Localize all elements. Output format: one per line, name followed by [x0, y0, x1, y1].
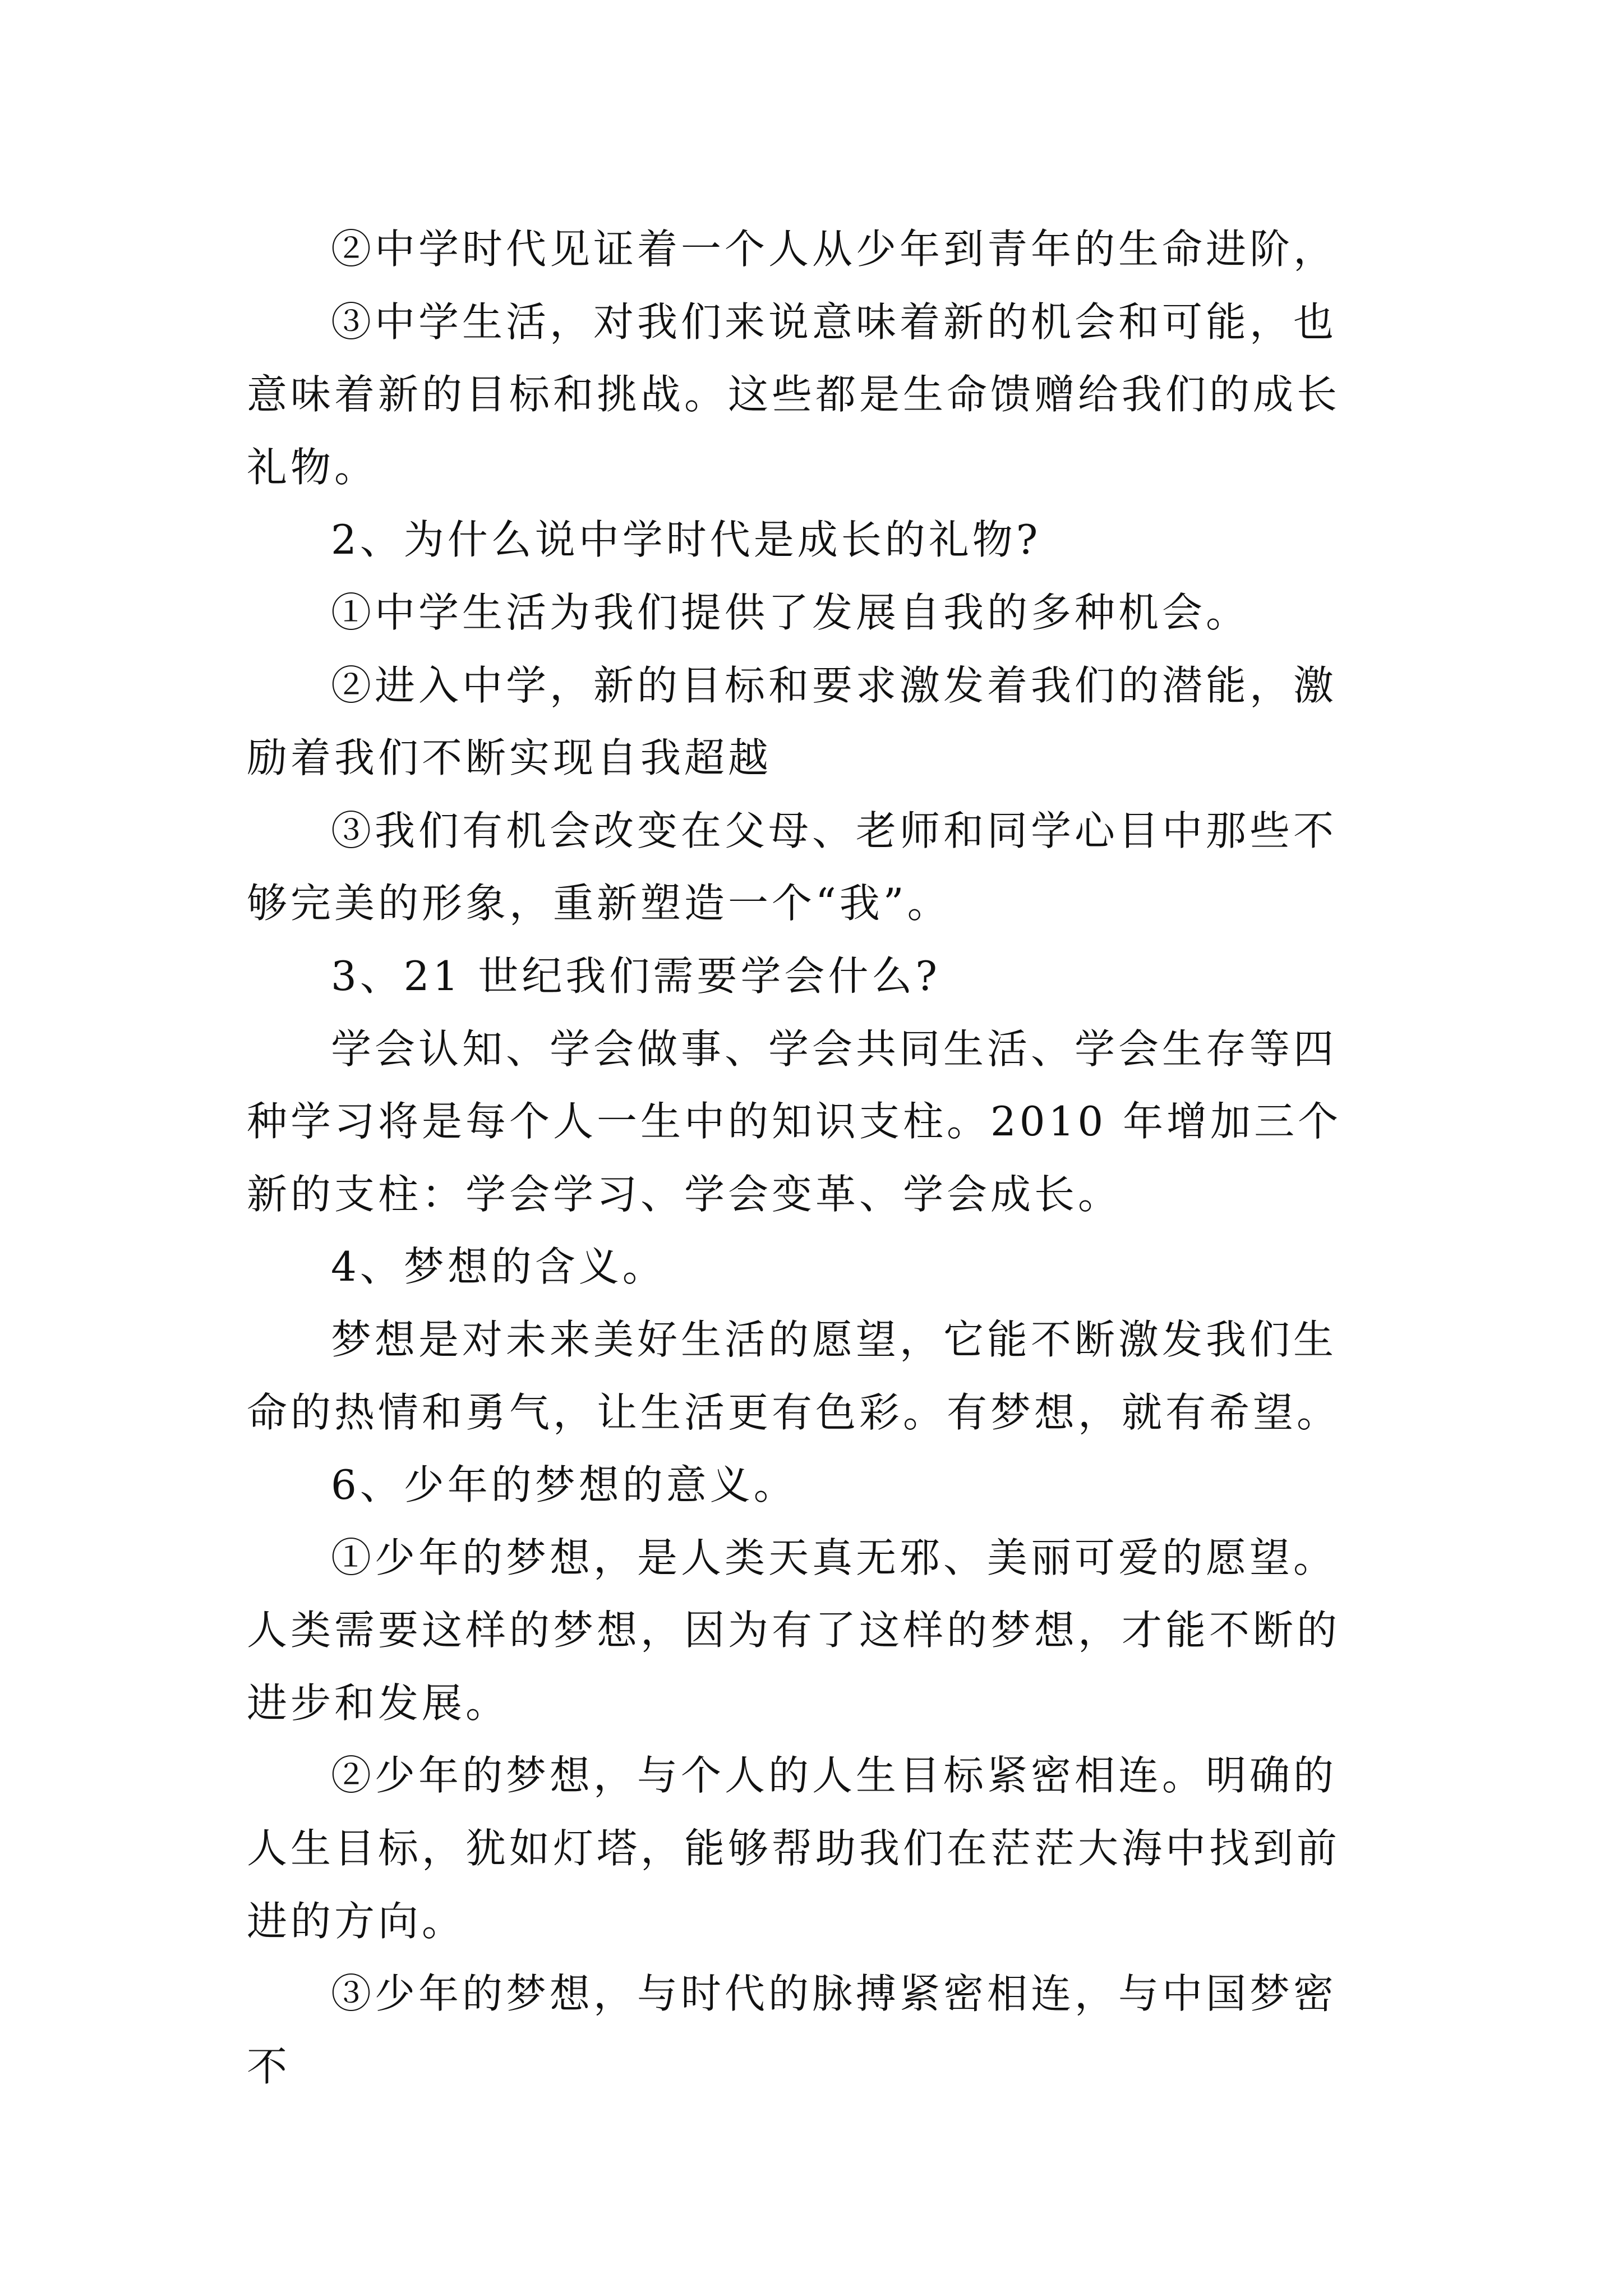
paragraph-7: 梦想是对未来美好生活的愿望，它能不断激发我们生命的热情和勇气，让生活更有色彩。有梦想，就有希望。: [247, 1315, 1341, 1436]
paragraph-5: ③我们有机会改变在父母、老师和同学心目中那些不够完美的形象，重新塑造一个“我”。: [247, 807, 1338, 927]
paragraph-10: ③少年的梦想，与时代的脉搏紧密相连，与中国梦密不: [247, 1970, 1338, 2090]
paragraph-3: ①中学生活为我们提供了发展自我的多种机会。: [331, 588, 1250, 636]
question-heading-6: 6、少年的梦想的意义。: [331, 1461, 797, 1509]
document-body: [247, 213, 1380, 2103]
paragraph-1: ②中学时代见证着一个人从少年到青年的生命进阶，: [331, 226, 1338, 273]
paragraph-8: ①少年的梦想，是人类天真无邪、美丽可爱的愿望。人类需要这样的梦想，因为有了这样的梦想，才能不断的进步和发展。: [247, 1534, 1341, 1727]
paragraph-6: 学会认知、学会做事、学会共同生活、学会生存等四种学习将是每个人一生中的知识支柱。2010 年增加三个新的支柱：学会学习、学会变革、学会成长。: [247, 1025, 1342, 1218]
paragraph-9: ②少年的梦想，与个人的人生目标紧密相连。明确的人生目标，犹如灯塔，能够帮助我们在茫茫大海中找到前进的方向。: [247, 1752, 1341, 1945]
question-heading-2: 2、为什么说中学时代是成长的礼物?: [331, 516, 1041, 564]
paragraph-2: ③中学生活，对我们来说意味着新的机会和可能，也意味着新的目标和挑战。这些都是生命馈赠给我们的成长礼物。: [247, 298, 1341, 491]
question-heading-4: 4、梦想的含义。: [331, 1243, 666, 1291]
question-heading-3: 3、21 世纪我们需要学会什么?: [331, 952, 940, 1000]
paragraph-4: ②进入中学，新的目标和要求激发着我们的潜能，激励着我们不断实现自我超越: [247, 661, 1338, 782]
